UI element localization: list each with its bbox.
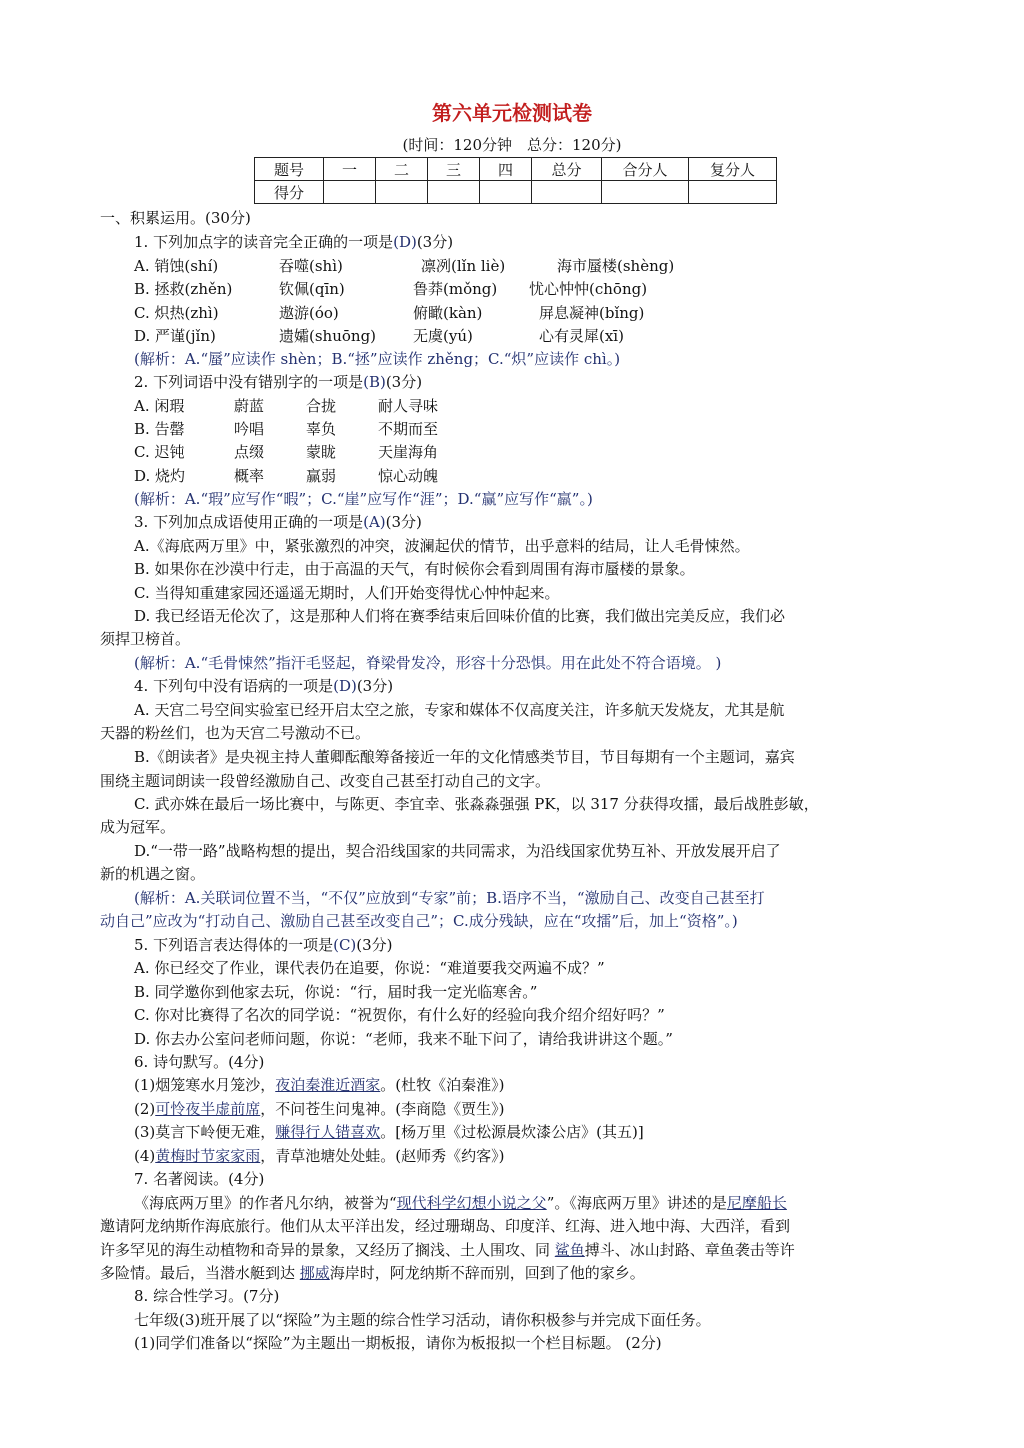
- option-text: B.《朗读者》是央视主持人董卿酝酿筹备接近一年的文化情感类节目，节目每期有一个主题词，嘉宾: [134, 748, 795, 766]
- fill-answer: 鲨鱼: [554, 1241, 585, 1259]
- question-stem: 8. 综合性学习。(7分): [134, 1287, 280, 1305]
- score-table-score-row: [255, 181, 777, 204]
- option-text: B. 如果你在沙漠中行走，由于高温的天气，有时候你会看到周围有海市蜃楼的景象。: [134, 560, 695, 578]
- paragraph-line: (1)同学们准备以“探险”为主题出一期板报，请你为板报拟一个栏目标题。 (2分): [134, 1334, 662, 1352]
- fill-answer: 黄梅时节家家雨: [155, 1147, 261, 1165]
- question-stem: 3. 下列加点成语使用正确的一项是(A)(3分): [134, 513, 422, 531]
- fill-answer: 尼摩船长: [726, 1194, 787, 1212]
- section-heading: 一、积累运用。(30分): [100, 209, 251, 227]
- table-cell: 总分: [532, 158, 602, 181]
- fill-answer: 可怜夜半虚前席: [155, 1100, 261, 1118]
- question-stem: 7. 名著阅读。(4分): [134, 1170, 265, 1188]
- question-stem: 1. 下列加点字的读音完全正确的一项是(D)(3分): [134, 233, 454, 251]
- option-text: B. 同学邀你到他家去玩，你说：“行，届时我一定光临寒舍。”: [134, 983, 538, 1001]
- paragraph-line: 《海底两万里》的作者凡尔纳，被誉为“现代科学幻想小说之父”。《海底两万里》讲述的是尼摩船长: [134, 1194, 787, 1212]
- table-cell: 题号: [255, 158, 324, 181]
- table-cell[interactable]: [532, 181, 602, 204]
- answer: (D): [333, 677, 357, 695]
- option-text: D. 我已经语无伦次了，这是那种人们将在赛季结束后回味价值的比赛，我们做出完美反应，我们必: [134, 607, 786, 625]
- analysis: (解析：A.“蜃”应读作 shèn；B.“拯”应读作 zhěng；C.“炽”应读作 chì。): [134, 350, 621, 368]
- table-cell[interactable]: [428, 181, 480, 204]
- answer: (B): [363, 373, 386, 391]
- analysis: 动自己”应改为“打动自己、激励自己甚至改变自己”；C.成分残缺，应在“攻擂”后，加上“资格”。): [100, 912, 738, 930]
- table-cell: 合分人: [602, 158, 689, 181]
- score-table: [254, 157, 777, 204]
- table-cell: 复分人: [689, 158, 777, 181]
- option-text: C. 武亦姝在最后一场比赛中，与陈更、李宜幸、张淼淼强强 PK，以 317 分获得攻擂，最后战胜彭敏，: [134, 795, 819, 813]
- option-text: 天器的粉丝们，也为天宫二号激动不已。: [100, 724, 371, 742]
- analysis: (解析：A.“瑕”应写作“暇”；C.“崖”应写作“涯”；D.“赢”应写作“羸”。): [134, 490, 593, 508]
- question-stem: 2. 下列词语中没有错别字的一项是(B)(3分): [134, 373, 423, 391]
- poem-line: (3)莫言下岭便无难，赚得行人错喜欢。[杨万里《过松源晨炊漆公店》(其五)]: [134, 1123, 644, 1141]
- option-text: C. 当得知重建家园还遥遥无期时，人们开始变得忧心忡忡起来。: [134, 584, 560, 602]
- poem-line: (4)黄梅时节家家雨，青草池塘处处蛙。(赵师秀《约客》): [134, 1147, 505, 1165]
- option-text: C. 你对比赛得了名次的同学说：“祝贺你，有什么好的经验向我介绍介绍好吗？”: [134, 1006, 665, 1024]
- exam-info: (时间：120分钟 总分：120分): [402, 136, 622, 154]
- paragraph-line: 七年级(3)班开展了以“探险”为主题的综合性学习活动，请你积极参与并完成下面任务。: [134, 1311, 711, 1329]
- option-text: 成为冠军。: [100, 818, 176, 836]
- table-cell: 二: [376, 158, 428, 181]
- option-text: 新的机遇之窗。: [100, 865, 206, 883]
- poem-line: (1)烟笼寒水月笼沙，夜泊秦淮近酒家。(杜牧《泊秦淮》): [134, 1076, 505, 1094]
- question-stem: 4. 下列句中没有语病的一项是(D)(3分): [134, 677, 394, 695]
- table-cell: 得分: [255, 181, 324, 204]
- question-stem: 5. 下列语言表达得体的一项是(C)(3分): [134, 936, 393, 954]
- poem-line: (2)可怜夜半虚前席，不问苍生问鬼神。(李商隐《贾生》): [134, 1100, 505, 1118]
- table-cell: 四: [480, 158, 532, 181]
- answer: (C): [333, 936, 357, 954]
- page-title: 第六单元检测试卷: [432, 101, 592, 125]
- option-text: A. 天宫二号空间实验室已经开启太空之旅，专家和媒体不仅高度关注，许多航天发烧友，尤其是航: [134, 701, 785, 719]
- fill-answer: 赚得行人错喜欢: [275, 1123, 381, 1141]
- table-cell[interactable]: [324, 181, 376, 204]
- fill-answer: 现代科学幻想小说之父: [396, 1194, 547, 1212]
- option-text: A. 你已经交了作业，课代表仍在追要，你说：“难道要我交两遍不成？”: [134, 959, 605, 977]
- table-cell[interactable]: [602, 181, 689, 204]
- table-cell[interactable]: [689, 181, 777, 204]
- option-text: D.“一带一路”战略构想的提出，契合沿线国家的共同需求，为沿线国家优势互补、开放发展开启了: [134, 842, 781, 860]
- option-text: D. 你去办公室问老师问题，你说：“老师，我来不耻下问了，请给我讲讲这个题。”: [134, 1030, 673, 1048]
- paragraph-line: 多险情。最后，当潜水艇到达 挪威海岸时，阿龙纳斯不辞而别，回到了他的家乡。: [100, 1264, 645, 1282]
- table-cell[interactable]: [480, 181, 532, 204]
- fill-answer: 夜泊秦淮近酒家: [275, 1076, 381, 1094]
- analysis: (解析：A.关联词位置不当，“不仅”应放到“专家”前；B.语序不当，“激励自己、改变自己甚至打: [134, 889, 765, 907]
- question-stem: 6. 诗句默写。(4分): [134, 1053, 265, 1071]
- table-cell[interactable]: [376, 181, 428, 204]
- option-text: 须捍卫榜首。: [100, 630, 191, 648]
- paragraph-line: 邀请阿龙纳斯作海底旅行。他们从太平洋出发，经过珊瑚岛、印度洋、红海、进入地中海、大西洋，看到: [100, 1217, 791, 1235]
- table-cell: 一: [324, 158, 376, 181]
- option-text: 围绕主题词朗读一段曾经激励自己、改变自己甚至打动自己的文字。: [100, 772, 551, 790]
- score-table-header-row: [255, 158, 777, 181]
- answer: (A): [363, 513, 386, 531]
- fill-answer: 挪威: [299, 1264, 330, 1282]
- option-text: A.《海底两万里》中，紧张激烈的冲突，波澜起伏的情节，出乎意料的结局，让人毛骨悚然。: [134, 537, 750, 555]
- paragraph-line: 许多罕见的海生动植物和奇异的景象，又经历了搁浅、土人围攻、同 鲨鱼搏斗、冰山封路、章鱼袭击等许: [100, 1241, 795, 1259]
- table-cell: 三: [428, 158, 480, 181]
- answer: (D): [393, 233, 417, 251]
- analysis: (解析：A.“毛骨悚然”指汗毛竖起，脊梁骨发冷，形容十分恐惧。用在此处不符合语境。 ): [134, 654, 722, 672]
